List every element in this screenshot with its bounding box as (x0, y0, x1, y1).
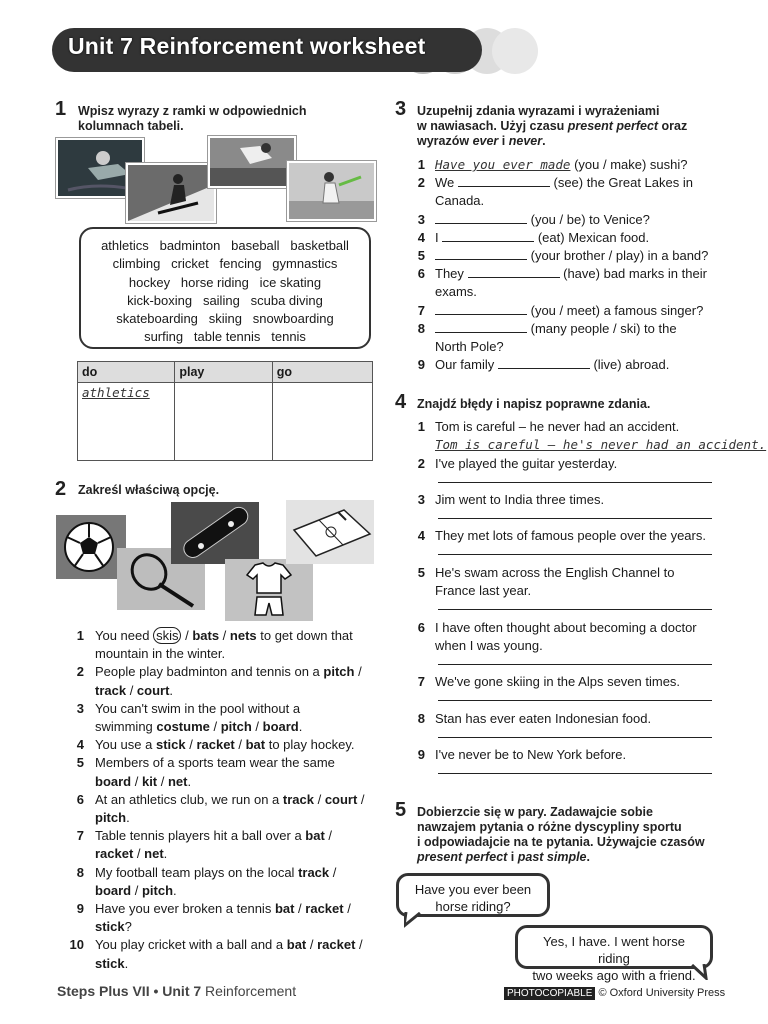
option-pitch[interactable]: pitch (141, 882, 174, 898)
option-stick[interactable]: stick (155, 737, 186, 753)
item-number: 7 (76, 828, 84, 844)
item-line: Have you ever made (you / make) sushi? (435, 157, 688, 172)
item-line: You can't swim in the pool without a (95, 700, 301, 716)
exercise-4-number: 4 (395, 391, 407, 413)
item-number: 3 (417, 492, 425, 507)
sports-table (77, 361, 373, 461)
word-row: skateboarding skiing snowboarding (116, 311, 334, 327)
answer-blank[interactable] (435, 247, 527, 260)
exercise-5-instruction: Dobierzcie się w pary. Zadawajcie sobie nawzajem pytania o różne dyscypliny sportu i odpowiadajcie na te pytania. Używajcie czasów present perfect i past simple. (417, 805, 705, 864)
photo-cricket (287, 161, 376, 221)
photo-skiing (126, 163, 216, 223)
answer-blank[interactable] (458, 174, 550, 187)
table-header-play: play (175, 362, 272, 383)
option-board[interactable]: board (262, 719, 299, 734)
option-board[interactable]: board (95, 773, 132, 789)
answer-line[interactable] (438, 553, 712, 555)
item-sentence: I've never be to New York before. (435, 747, 627, 762)
item-sentence: I've played the guitar yesterday. (435, 456, 618, 471)
item-number: 5 (417, 248, 425, 263)
example-answer: athletics (82, 385, 150, 400)
answer-line[interactable] (438, 663, 712, 665)
option-track[interactable]: track (298, 864, 330, 880)
item-line: Have you ever broken a tennis bat / racket / (95, 901, 351, 916)
option-racket[interactable]: racket (95, 846, 134, 862)
pitch-image (286, 500, 374, 564)
item-line: (many people / ski) to the (435, 320, 677, 338)
option-board[interactable]: board (95, 882, 132, 898)
item-line: I (eat) Mexican food. (435, 229, 650, 245)
answer-blank[interactable] (498, 356, 590, 369)
speech-bubble-answer: Yes, I have. I went horse riding two weeks ago with a friend. (515, 925, 713, 969)
item-line: We (see) the Great Lakes in (435, 175, 693, 191)
option-stick[interactable]: stick (95, 955, 125, 971)
exercise-1-instruction: Wpisz wyrazy z ramki w odpowiednich kolumnach tabeli. (78, 104, 307, 133)
footer-right (504, 987, 725, 999)
item-line: pitch. (95, 810, 130, 825)
word-row: athletics badminton baseball basketball (101, 238, 349, 253)
item-line: racket / net. (95, 846, 168, 862)
option-racket[interactable]: racket (317, 937, 356, 953)
option-bat[interactable]: bat (305, 828, 325, 844)
item-line-continued: exams. (435, 284, 477, 300)
exercise-1-number: 1 (55, 98, 67, 120)
exercise-4-instruction: Znajdź błędy i napisz poprawne zdania. (417, 397, 651, 411)
exercise-2-number: 2 (55, 478, 67, 500)
word-box (79, 227, 371, 349)
item-number: 5 (417, 565, 425, 580)
option-bats[interactable]: bats (192, 628, 220, 643)
item-number: 4 (417, 528, 425, 543)
item-number: 8 (417, 320, 425, 336)
option-racket[interactable]: racket (305, 901, 344, 916)
bubble-tail-right (690, 964, 710, 980)
answer-line[interactable] (438, 736, 712, 738)
item-line: Our family (live) abroad. (435, 357, 670, 373)
item-number: 6 (417, 620, 425, 635)
item-line: board / pitch. (95, 882, 177, 898)
footer-left: Steps Plus VII • Unit 7 Reinforcement (57, 983, 297, 999)
item-number: 7 (417, 302, 425, 318)
item-number: 4 (417, 229, 425, 245)
item-line: People play badminton and tennis on a pitch / (95, 664, 362, 680)
option-nets[interactable]: nets (229, 628, 257, 643)
word-row: surfing table tennis tennis (144, 329, 306, 345)
item-number: 9 (76, 901, 84, 916)
answer-line[interactable] (438, 517, 712, 519)
option-court[interactable]: court (136, 682, 170, 698)
photocopiable-badge: PHOTOCOPIABLE (504, 987, 595, 1000)
item-sentence: He's swam across the English Channel to (435, 565, 675, 580)
item-number: 5 (76, 755, 84, 771)
bubble-tail-left (404, 912, 424, 928)
answer-blank[interactable] (435, 211, 527, 224)
option-pitch[interactable]: pitch (95, 810, 127, 825)
item-number: 8 (417, 711, 425, 726)
item-number: 9 (417, 747, 425, 762)
option-stick[interactable]: stick (95, 919, 125, 935)
example-answer: Tom is careful – he's never had an accident. (435, 437, 767, 453)
option-net[interactable]: net (167, 773, 188, 789)
item-number: 1 (76, 628, 84, 643)
answer-blank[interactable] (435, 320, 527, 333)
table-cell-play[interactable] (175, 383, 272, 461)
option-track[interactable]: track (95, 682, 127, 698)
answer-blank[interactable] (442, 229, 534, 242)
item-line: At an athletics club, we run on a track / court / (95, 791, 365, 807)
item-line: (your brother / play) in a band? (435, 247, 708, 265)
copyright: © Oxford University Press (598, 987, 726, 999)
answer-line[interactable] (438, 699, 712, 701)
item-line: My football team plays on the local track / (95, 864, 337, 880)
table-header-go: go (272, 362, 372, 383)
item-line: stick? (95, 919, 132, 935)
option-bat[interactable]: bat (274, 901, 295, 916)
option-bat[interactable]: bat (286, 937, 307, 953)
option-costume[interactable]: costume (156, 719, 210, 734)
option-pitch[interactable]: pitch (220, 719, 252, 734)
exercise-3-instruction: Uzupełnij zdania wyrazami i wyrażeniami w nawiasach. Użyj czasu present perfect oraz wyrazów ever i never. (417, 104, 688, 148)
item-number: 10 (69, 937, 84, 953)
item-sentence: They met lots of famous people over the years. (435, 528, 706, 543)
item-sentence: I have often thought about becoming a doctor (435, 620, 697, 635)
item-number: 2 (417, 456, 425, 471)
item-sentence: Stan has ever eaten Indonesian food. (435, 711, 652, 726)
answer-line[interactable] (438, 481, 712, 483)
item-line-continued: North Pole? (435, 339, 504, 354)
item-number: 3 (417, 211, 425, 227)
page-title: Unit 7 Reinforcement worksheet (68, 33, 426, 59)
item-line-continued: Canada. (435, 193, 485, 209)
option-bat[interactable]: bat (245, 737, 266, 753)
answer-blank[interactable] (435, 302, 527, 315)
item-line: track / court. (95, 682, 174, 698)
item-line: Members of a sports team wear the same (95, 755, 335, 771)
item-sentence: Tom is careful – he never had an accident. (435, 419, 680, 434)
item-line: They (have) bad marks in their (435, 266, 707, 282)
item-number: 6 (76, 791, 84, 807)
football-image (56, 515, 126, 579)
item-line: You need skis / bats / nets to get down that (95, 628, 353, 643)
item-number: 4 (76, 737, 84, 753)
item-number: 1 (417, 419, 425, 434)
option-court[interactable]: court (324, 791, 358, 807)
sports-kit-image (225, 559, 313, 621)
item-line: You use a stick / racket / bat to play hockey. (95, 737, 355, 753)
item-line: swimming costume / pitch / board. (95, 719, 303, 734)
speech-bubble-question: Have you ever been horse riding? (396, 873, 550, 917)
option-skis[interactable]: skis (153, 627, 181, 644)
item-line-continued: France last year. (435, 583, 532, 599)
item-line: board / kit / net. (95, 773, 192, 789)
skateboard-image (171, 502, 259, 564)
word-row: hockey horse riding ice skating (128, 274, 322, 290)
photo-athletics (208, 136, 296, 188)
item-number: 6 (417, 266, 425, 282)
answer-line[interactable] (438, 772, 712, 774)
option-net[interactable]: net (144, 846, 164, 862)
table-cell-go[interactable] (272, 383, 372, 461)
item-line: (you / meet) a famous singer? (435, 302, 703, 320)
word-row: kick-boxing sailing scuba diving (127, 292, 323, 308)
item-sentence: Jim went to India three times. (435, 492, 605, 507)
word-row: climbing cricket fencing gymnastics (112, 256, 338, 272)
item-sentence: We've gone skiing in the Alps seven times. (435, 674, 681, 689)
exercise-2-instruction: Zakreśl właściwą opcję. (78, 483, 220, 497)
item-line: stick. (95, 955, 129, 971)
item-number: 2 (417, 175, 425, 191)
option-track[interactable]: track (282, 791, 314, 807)
item-number: 9 (417, 357, 425, 373)
answer-blank[interactable] (468, 265, 560, 278)
item-line: You play cricket with a ball and a bat / racket / (95, 937, 363, 953)
exercise-3-number: 3 (395, 98, 407, 120)
item-number: 3 (76, 700, 84, 716)
item-number: 1 (417, 157, 425, 172)
item-number: 8 (76, 864, 84, 880)
table-header-do: do (78, 362, 175, 383)
example-answer: Have you ever made (435, 157, 571, 172)
option-kit[interactable]: kit (141, 773, 158, 789)
item-line: (you / be) to Venice? (435, 211, 650, 229)
item-number: 2 (76, 664, 84, 680)
item-line: Table tennis players hit a ball over a bat / (95, 828, 333, 844)
item-line-continued: when I was young. (435, 638, 543, 654)
option-pitch[interactable]: pitch (323, 664, 355, 680)
exercise-5-number: 5 (395, 799, 407, 821)
answer-line[interactable] (438, 608, 712, 610)
table-cell-do[interactable] (78, 383, 175, 461)
item-number: 7 (417, 674, 425, 689)
option-racket[interactable]: racket (196, 737, 235, 753)
item-line: mountain in the winter. (95, 646, 226, 662)
